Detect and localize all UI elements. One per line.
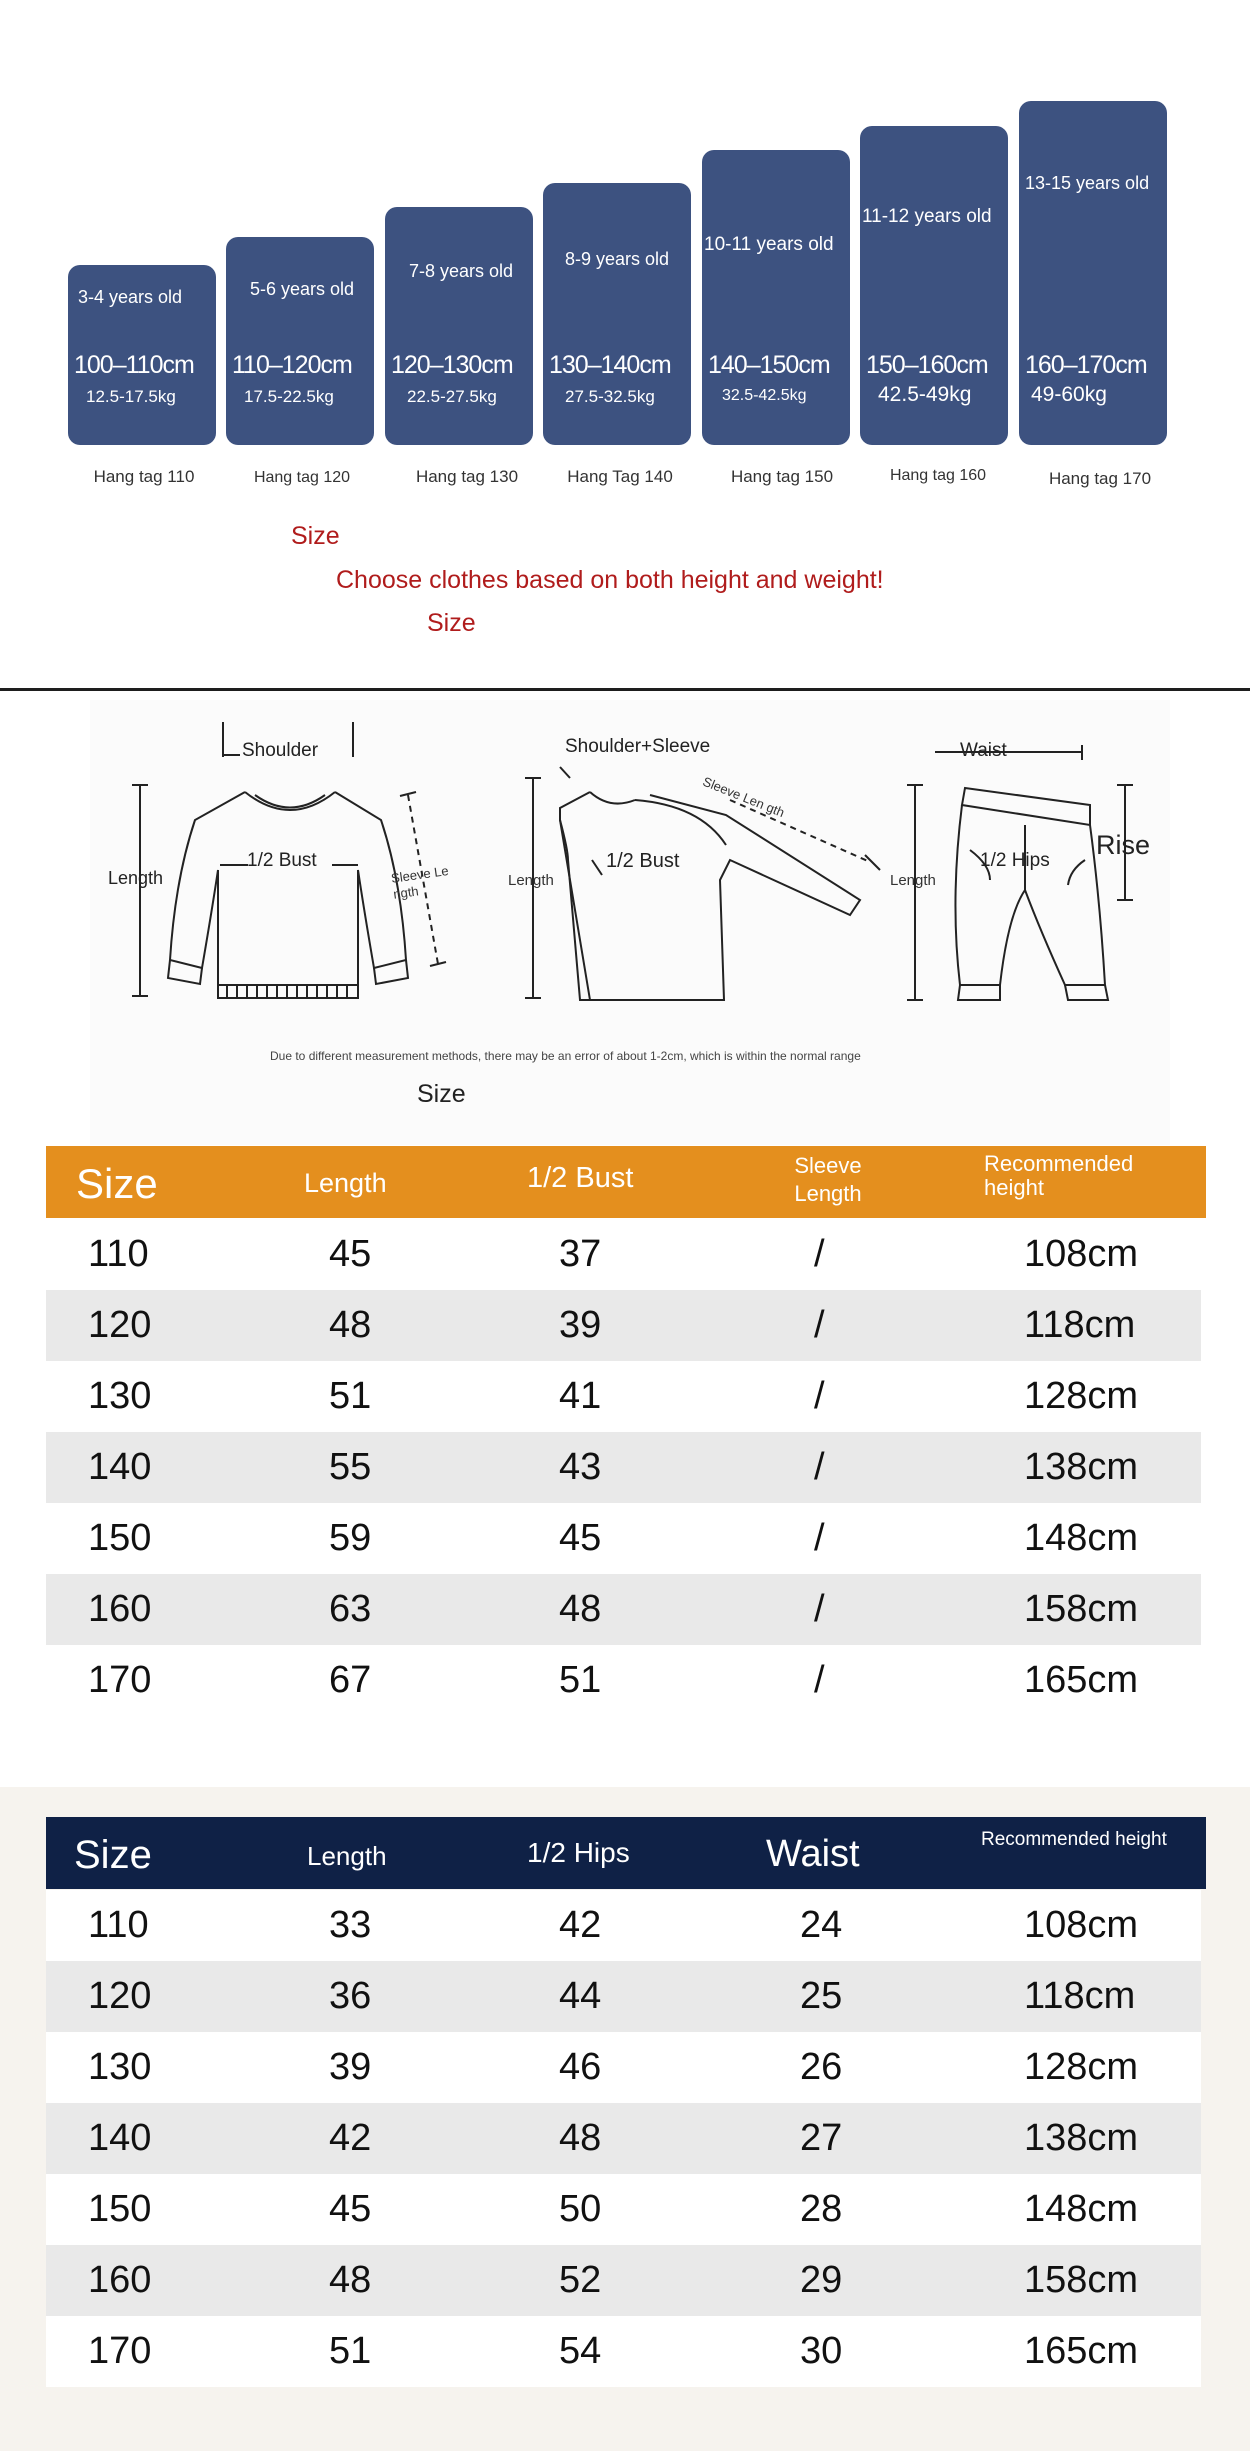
bar-weight: 22.5-27.5kg [407,387,497,406]
cell-size: 160 [88,2259,152,2301]
cell-sleeve: / [814,1233,825,1275]
header-length: Length [307,1841,387,1871]
hang-tag-label: Hang tag 120 [253,469,351,486]
bar-height: 110–120cm [232,351,352,379]
hang-tag-label: Hang tag 160 [889,467,987,484]
cell-length: 59 [329,1517,372,1559]
cell-length: 67 [329,1659,372,1701]
table-row [46,1432,1201,1503]
cell-hips: 42 [559,1904,602,1946]
cell-size: 130 [88,1375,152,1417]
table-row [46,1645,1201,1716]
bar-height: 130–140cm [549,351,671,379]
cell-size: 140 [88,2117,152,2159]
garment-illustrations [90,700,1170,1145]
cell-length: 55 [329,1446,372,1488]
bar-weight: 12.5-17.5kg [86,387,176,406]
table-row [46,1503,1201,1574]
size-bar-140 [543,183,691,445]
cell-sleeve: / [814,1517,825,1559]
bar-age: 8-9 years old [565,249,670,269]
cell-height: 118cm [1024,1304,1136,1346]
hang-tag-label: Hang tag 130 [415,467,519,486]
cell-height: 165cm [1024,2330,1139,2372]
pants-illustration [907,745,1133,1000]
cell-height: 108cm [1024,1904,1139,1946]
bust-label: 1/2 Bust [606,850,680,872]
table-row [46,2174,1201,2245]
cell-sleeve: / [814,1588,825,1630]
header-sleeve-length: Sleeve Length [794,1153,862,1206]
bar-age: 5-6 years old [250,279,355,299]
cell-height: 128cm [1024,2046,1139,2088]
bar-age: 7-8 years old [409,261,514,281]
pants-size-table [46,1817,1206,2372]
tops-size-table [46,1146,1206,1701]
size-bar-130 [385,207,533,445]
cell-length: 63 [329,1588,372,1630]
bar-height: 140–150cm [708,351,830,379]
table-header [46,1146,1206,1218]
cell-size: 150 [88,2188,152,2230]
size-label: Size [291,522,340,550]
hips-label: 1/2 Hips [980,850,1050,871]
hang-tag-label: Hang tag 110 [93,467,195,486]
cell-waist: 30 [800,2330,843,2372]
cell-height: 138cm [1024,1446,1139,1488]
header-recommended-height: Recommended height [984,1151,1134,1200]
cell-bust: 37 [559,1233,602,1275]
cell-size: 140 [88,1446,152,1488]
section-divider [0,688,1250,691]
cell-height: 128cm [1024,1375,1139,1417]
cell-length: 51 [329,2330,372,2372]
cell-size: 170 [88,1659,152,1701]
cell-length: 33 [329,1904,372,1946]
size-label: Size [427,609,476,637]
bar-weight: 49-60kg [1031,383,1107,406]
cell-waist: 28 [800,2188,843,2230]
height-weight-chart [0,0,1250,690]
cell-waist: 29 [800,2259,843,2301]
sleeve-length-label: Sleeve Le ngth [390,862,450,902]
bar-age: 13-15 years old [1025,173,1150,193]
shoulder-label: Shoulder [242,740,319,761]
size-bar-110 [68,265,216,445]
waist-label: Waist [960,740,1007,761]
table-row [46,2316,1201,2387]
header-hips: 1/2 Hips [527,1837,630,1868]
bar-weight: 32.5-42.5kg [722,387,807,404]
cell-length: 39 [329,2046,372,2088]
cell-length: 45 [329,1233,372,1275]
sleeve-length-label: Sleeve Len gth [700,773,787,821]
cell-height: 158cm [1024,2259,1139,2301]
cell-hips: 52 [559,2259,602,2301]
cell-size: 150 [88,1517,152,1559]
table-row [46,1219,1201,1290]
header-length: Length [304,1168,387,1198]
cell-length: 45 [329,2188,372,2230]
table-row [46,1574,1201,1645]
cell-length: 51 [329,1375,372,1417]
table-row [46,2032,1201,2103]
bar-age: 3-4 years old [78,287,183,307]
cell-height: 148cm [1024,2188,1139,2230]
bar-height: 150–160cm [866,351,988,379]
header-bust: 1/2 Bust [527,1162,634,1194]
hang-tag-label: Hang tag 170 [1048,469,1152,488]
cell-size: 120 [88,1304,152,1346]
length-label: Length [890,872,936,889]
bar-weight: 17.5-22.5kg [244,387,334,406]
cell-height: 165cm [1024,1659,1139,1701]
cell-hips: 50 [559,2188,602,2230]
cell-bust: 41 [559,1375,602,1417]
cell-waist: 24 [800,1904,843,1946]
cell-height: 158cm [1024,1588,1139,1630]
bust-label: 1/2 Bust [247,850,317,871]
header-recommended-height: Recommended height [981,1829,1167,1850]
cell-bust: 43 [559,1446,602,1488]
size-bar-120 [226,237,374,445]
sizing-advice: Choose clothes based on both height and weight! [336,566,884,594]
cell-size: 110 [88,1233,149,1275]
length-label: Length [108,868,164,888]
cell-size: 160 [88,1588,152,1630]
cell-hips: 44 [559,1975,602,2017]
cell-hips: 54 [559,2330,602,2372]
header-waist: Waist [766,1833,860,1875]
cell-sleeve: / [814,1375,825,1417]
raglan-illustration [525,767,880,1000]
cell-sleeve: / [814,1659,825,1701]
cell-size: 110 [88,1904,149,1946]
size-bar-160 [860,126,1008,445]
table-row [46,1290,1201,1361]
size-bar-170 [1019,101,1167,445]
cell-size: 120 [88,1975,152,2017]
bar-weight: 42.5-49kg [878,383,972,406]
header-size: Size [76,1160,158,1207]
rise-label: Rise [1096,830,1151,860]
cell-size: 170 [88,2330,152,2372]
cell-height: 138cm [1024,2117,1139,2159]
cell-bust: 48 [559,1588,602,1630]
measurement-diagram [90,700,1170,1145]
bar-height: 160–170cm [1025,351,1147,379]
bar-weight: 27.5-32.5kg [565,387,655,406]
table-row [46,1361,1201,1432]
table-row [46,1890,1201,1961]
table-row [46,2245,1201,2316]
hang-tag-label: Hang Tag 140 [567,467,673,486]
length-label: Length [508,872,554,889]
hang-tag-label: Hang tag 150 [730,467,834,486]
measurement-disclaimer: Due to different measurement methods, there may be an error of about 1-2cm, which is within the normal range [270,1049,861,1063]
size-label: Size [417,1080,466,1108]
cell-length: 48 [329,1304,372,1346]
cell-height: 108cm [1024,1233,1139,1275]
cell-height: 148cm [1024,1517,1139,1559]
bar-height: 100–110cm [74,351,194,379]
bar-height: 120–130cm [391,351,513,379]
bar-age: 11-12 years old [862,206,992,227]
header-size: Size [74,1833,152,1877]
bar-age: 10-11 years old [704,234,834,255]
cell-waist: 26 [800,2046,843,2088]
size-bar-150 [702,150,850,445]
cell-bust: 45 [559,1517,602,1559]
cell-bust: 39 [559,1304,602,1346]
cell-length: 48 [329,2259,372,2301]
cell-sleeve: / [814,1304,825,1346]
cell-waist: 25 [800,1975,843,2017]
table-header [46,1817,1206,1889]
table-row [46,2103,1201,2174]
cell-length: 42 [329,2117,372,2159]
cell-bust: 51 [559,1659,602,1701]
cell-height: 118cm [1024,1975,1136,2017]
cell-sleeve: / [814,1446,825,1488]
cell-hips: 46 [559,2046,602,2088]
table-row [46,1961,1201,2032]
cell-waist: 27 [800,2117,843,2159]
cell-length: 36 [329,1975,372,2017]
cell-hips: 48 [559,2117,602,2159]
shoulder-sleeve-label: Shoulder+Sleeve [565,736,711,757]
cell-size: 130 [88,2046,152,2088]
